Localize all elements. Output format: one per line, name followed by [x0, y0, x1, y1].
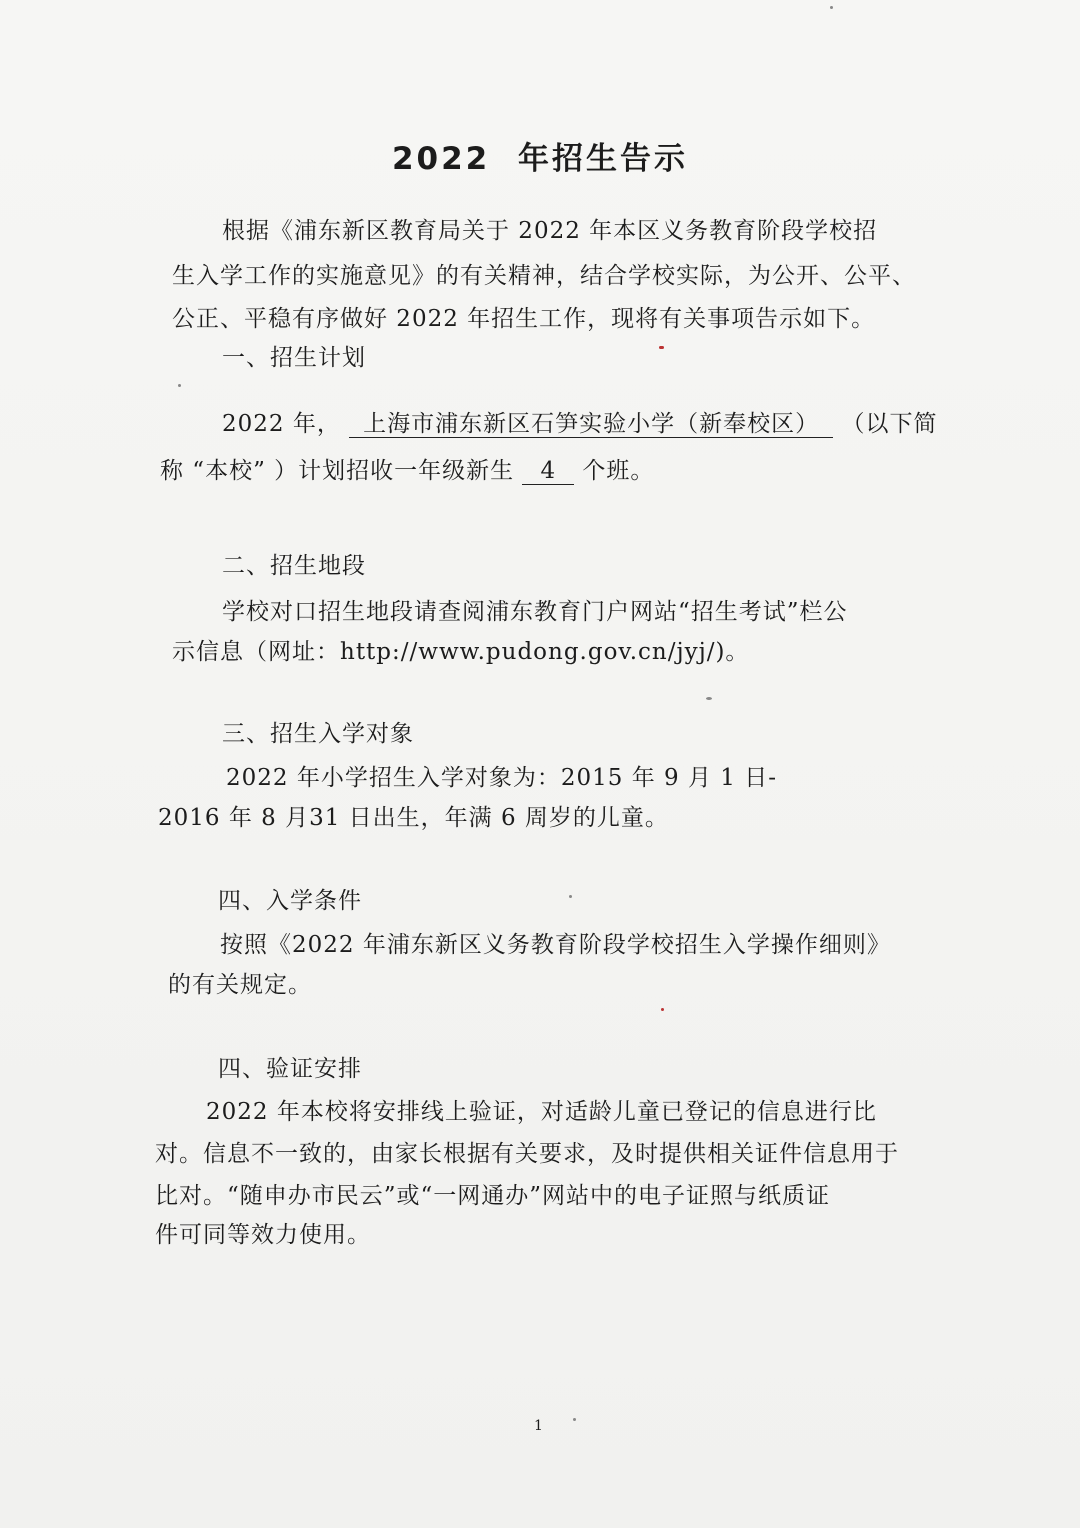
section-heading-verification: 四、验证安排 — [218, 1056, 362, 1082]
scan-speck — [178, 384, 181, 387]
intro-line-2: 生入学工作的实施意见》的有关精神，结合学校实际，为公开、公平、 — [172, 263, 916, 289]
plan-alias-suffix: （以下简 — [841, 411, 938, 437]
scan-speck — [569, 895, 572, 898]
intro-line-3: 公正、平稳有序做好 2022 年招生工作，现将有关事项告示如下。 — [172, 306, 876, 332]
target-line-2: 2016 年 8 月31 日出生，年满 6 周岁的儿童。 — [158, 805, 669, 831]
scan-mark — [661, 1008, 664, 1011]
verification-line-3: 比对。“随申办市民云”或“一网通办”网站中的电子证照与纸质证 — [155, 1183, 831, 1209]
conditions-line-2: 的有关规定。 — [168, 972, 312, 998]
district-line-2: 示信息（网址：http://www.pudong.gov.cn/jyj/)。 — [172, 639, 750, 665]
scan-speck — [830, 6, 833, 9]
section-heading-conditions: 四、入学条件 — [218, 888, 362, 914]
class-count-field: 4 — [522, 458, 574, 485]
plan-year-prefix: 2022 年， — [222, 411, 341, 437]
section-heading-target: 三、招生入学对象 — [222, 721, 414, 747]
conditions-line-1: 按照《2022 年浦东新区义务教育阶段学校招生入学操作细则》 — [220, 932, 891, 958]
verification-line-1: 2022 年本校将安排线上验证，对适龄儿童已登记的信息进行比 — [206, 1099, 877, 1125]
plan-line2-suffix: 个班。 — [582, 458, 655, 484]
plan-line-2 — [160, 456, 654, 486]
section-heading-plan: 一、招生计划 — [222, 345, 366, 371]
district-line-1: 学校对口招生地段请查阅浦东教育门户网站“招生考试”栏公 — [222, 599, 848, 625]
school-name-field: 上海市浦东新区石笋实验小学（新奉校区） — [349, 411, 833, 438]
page-title: 2022 年招生告示 — [391, 141, 689, 177]
scan-speck — [573, 1418, 576, 1421]
plan-line2-prefix: 称 “本校” ）计划招收一年级新生 — [160, 458, 515, 484]
scan-mark — [659, 346, 664, 349]
intro-line-1: 根据《浦东新区教育局关于 2022 年本区义务教育阶段学校招 — [222, 218, 878, 244]
verification-line-2: 对。信息不一致的，由家长根据有关要求，及时提供相关证件信息用于 — [155, 1141, 899, 1167]
verification-line-4: 件可同等效力使用。 — [155, 1222, 371, 1248]
scan-speck — [706, 697, 712, 700]
section-heading-district: 二、招生地段 — [222, 553, 366, 579]
page-number: 1 — [534, 1418, 543, 1434]
target-line-1: 2022 年小学招生入学对象为：2015 年 9 月 1 日- — [226, 765, 777, 791]
plan-line-1 — [222, 409, 937, 439]
